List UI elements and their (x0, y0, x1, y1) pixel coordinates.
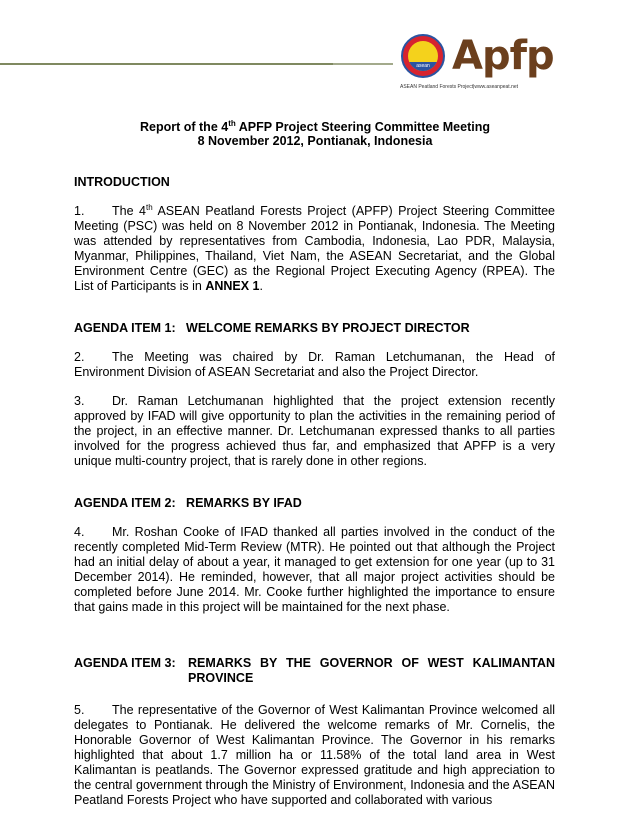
header-rule-tail (333, 63, 393, 65)
paragraph-3 (74, 394, 555, 469)
title-line-2: 8 November 2012, Pontianak, Indonesia (197, 134, 433, 149)
paragraph-number: 3. (74, 394, 85, 408)
title-line-1 (0, 117, 630, 134)
apfp-logo (398, 32, 554, 94)
document-title (0, 117, 630, 148)
heading-introduction: INTRODUCTION (74, 175, 170, 189)
agenda-item-3-label: AGENDA ITEM 3: (74, 656, 176, 670)
title-line1-pre: Report of the 4 (140, 120, 229, 135)
title-line1-post: APFP Project Steering Committee Meeting (235, 120, 490, 135)
logo-caption: ASEAN Peatland Forests Project|www.aseanpeat.net (400, 84, 519, 90)
asean-emblem-label: asean (416, 63, 430, 69)
p4-text: Mr. Roshan Cooke of IFAD thanked all parties involved in the conduct of the recently completed Mid-Term Review (MTR). He pointed out that although the Project had an initial delay of about a year, it managed to get extension for one year (up to 31 December 2014). He reminded, however, that all major project activities should be completed before June 2014. Mr. Cooke further highlighted the importance to ensure that gains made in this project will be maintained for the next phase. (74, 525, 555, 614)
annex-reference: ANNEX 1 (205, 279, 260, 293)
paragraph-5 (74, 703, 555, 808)
paragraph-number: 4. (74, 525, 85, 539)
title-line1-sup: th (228, 119, 236, 128)
paragraph-2 (74, 350, 555, 380)
wordmark-a: A (452, 33, 482, 79)
heading-agenda-item-1: AGENDA ITEM 1: WELCOME REMARKS BY PROJECT DIRECTOR (74, 321, 470, 335)
p1-text: ASEAN Peatland Forests Project (APFP) Project Steering Committee Meeting (PSC) was held on 8 November 2012 in Pontianak, Indonesia. The Meeting was attended by representatives from Cambodia, Indonesia, Lao PDR, Malaysia, Myanmar, Philippines, Thailand, Viet Nam, the ASEAN Secretariat, and the Global Environment Centre (GEC) as the Regional Project Executing Agency (RPEA). The List of Participants is in (74, 204, 556, 293)
paragraph-number: 2. (74, 350, 85, 364)
wordmark-fp: fp (509, 33, 554, 79)
p1-sup: th (145, 202, 153, 212)
paragraph-4 (74, 525, 555, 615)
paragraph-number: 1. (74, 204, 85, 218)
paragraph-1 (74, 204, 555, 294)
paragraph-number: 5. (74, 703, 85, 717)
heading-agenda-item-3 (74, 656, 555, 686)
p5-text: The representative of the Governor of West Kalimantan Province welcomed all delegates to Pontianak. He delivered the welcome remarks of Mr. Cornelis, the Honorable Governor of West Kalimantan Province. The Governor in his remarks highlighted that about 1.7 million ha or 11.58% of the total land area in West Kalimantan is peatlands. The Governor expressed gratitude and high appreciation to the central government through the Ministry of Environment, Indonesia and the ASEAN Peatland Forests Project who have supported and collaborated with various (74, 703, 555, 807)
apfp-wordmark (452, 32, 554, 80)
asean-emblem-icon (401, 34, 445, 78)
agenda-item-3-title: REMARKS BY THE GOVERNOR OF WEST KALIMANTAN PROVINCE (188, 656, 555, 685)
p1-end: . (259, 279, 263, 293)
p3-text: Dr. Raman Letchumanan highlighted that the project extension recently approved by IFAD will give opportunity to plan the activities in the remaining period of the project, in an effective manner. Dr. Letchumanan expressed thanks to all parties involved for the progress achieved thus far, and emphasized that APFP is a very unique multi-country project, that is rarely done in other regions. (74, 394, 555, 468)
p2-text: The Meeting was chaired by Dr. Raman Letchumanan, the Head of Environment Division of ASEAN Secretariat and also the Project Director. (74, 350, 555, 379)
heading-agenda-item-2: AGENDA ITEM 2: REMARKS BY IFAD (74, 496, 302, 510)
wordmark-p: p (481, 33, 510, 79)
p1-pre: The 4 (112, 204, 146, 218)
